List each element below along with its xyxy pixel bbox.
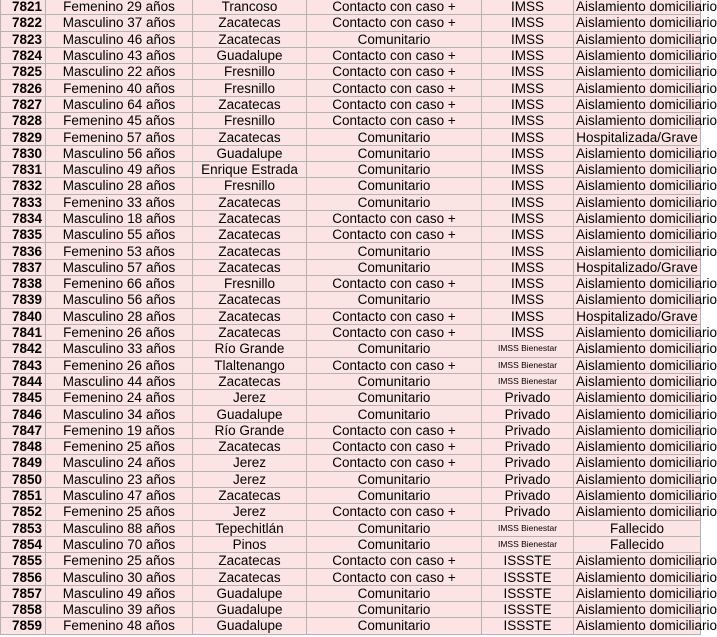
- transmission-cell: Comunitario: [307, 520, 482, 536]
- transmission-cell: Comunitario: [307, 373, 482, 389]
- institution-cell: IMSS: [482, 259, 574, 275]
- institution-cell: IMSS Bienestar: [482, 520, 574, 536]
- status-cell: Hospitalizado/Grave: [574, 308, 701, 324]
- transmission-cell: Comunitario: [307, 161, 482, 177]
- institution-cell: IMSS: [482, 324, 574, 340]
- transmission-cell: Comunitario: [307, 390, 482, 406]
- case-number-cell: 7852: [1, 504, 46, 520]
- municipality-cell: Zacatecas: [193, 194, 307, 210]
- municipality-cell: Fresnillo: [193, 178, 307, 194]
- institution-cell: IMSS: [482, 64, 574, 80]
- transmission-cell: Comunitario: [307, 471, 482, 487]
- case-number-cell: 7841: [1, 324, 46, 340]
- table-row: [1, 47, 701, 63]
- transmission-cell: Contacto con caso +: [307, 569, 482, 585]
- case-number-cell: 7859: [1, 618, 46, 634]
- table-row: [1, 243, 701, 259]
- case-number-cell: 7822: [1, 15, 46, 31]
- table-row: [1, 373, 701, 389]
- transmission-cell: Contacto con caso +: [307, 210, 482, 226]
- transmission-cell: Comunitario: [307, 243, 482, 259]
- institution-cell: IMSS: [482, 210, 574, 226]
- table-row: [1, 455, 701, 471]
- sex-age-cell: Masculino 37 años: [46, 15, 193, 31]
- institution-cell: ISSSTE: [482, 601, 574, 617]
- case-number-cell: 7850: [1, 471, 46, 487]
- status-cell: Aislamiento domiciliario: [574, 47, 701, 63]
- status-cell: Aislamiento domiciliario: [574, 341, 701, 357]
- transmission-cell: Contacto con caso +: [307, 504, 482, 520]
- transmission-cell: Contacto con caso +: [307, 0, 482, 15]
- status-cell: Aislamiento domiciliario: [574, 455, 701, 471]
- table-row: [1, 64, 701, 80]
- transmission-cell: Comunitario: [307, 292, 482, 308]
- case-number-cell: 7831: [1, 161, 46, 177]
- institution-cell: IMSS: [482, 15, 574, 31]
- sex-age-cell: Femenino 29 años: [46, 0, 193, 15]
- sex-age-cell: Masculino 88 años: [46, 520, 193, 536]
- transmission-cell: Contacto con caso +: [307, 47, 482, 63]
- table-row: [1, 601, 701, 617]
- status-cell: Aislamiento domiciliario: [574, 406, 701, 422]
- case-number-cell: 7833: [1, 194, 46, 210]
- case-number-cell: 7849: [1, 455, 46, 471]
- transmission-cell: Contacto con caso +: [307, 422, 482, 438]
- sex-age-cell: Masculino 70 años: [46, 536, 193, 552]
- status-cell: Aislamiento domiciliario: [574, 243, 701, 259]
- municipality-cell: Fresnillo: [193, 80, 307, 96]
- municipality-cell: Fresnillo: [193, 113, 307, 129]
- institution-cell: IMSS: [482, 129, 574, 145]
- case-number-cell: 7828: [1, 113, 46, 129]
- table-row: [1, 129, 701, 145]
- sex-age-cell: Masculino 56 años: [46, 145, 193, 161]
- sex-age-cell: Masculino 28 años: [46, 178, 193, 194]
- transmission-cell: Contacto con caso +: [307, 324, 482, 340]
- status-cell: Aislamiento domiciliario: [574, 601, 701, 617]
- sex-age-cell: Masculino 18 años: [46, 210, 193, 226]
- municipality-cell: Enrique Estrada: [193, 161, 307, 177]
- sex-age-cell: Masculino 28 años: [46, 308, 193, 324]
- municipality-cell: Trancoso: [193, 0, 307, 15]
- sex-age-cell: Masculino 57 años: [46, 259, 193, 275]
- status-cell: Aislamiento domiciliario: [574, 585, 701, 601]
- case-number-cell: 7823: [1, 31, 46, 47]
- sex-age-cell: Femenino 48 años: [46, 618, 193, 634]
- case-number-cell: 7857: [1, 585, 46, 601]
- table-row: [1, 259, 701, 275]
- municipality-cell: Guadalupe: [193, 601, 307, 617]
- municipality-cell: Guadalupe: [193, 406, 307, 422]
- institution-cell: IMSS: [482, 194, 574, 210]
- case-number-cell: 7830: [1, 145, 46, 161]
- case-number-cell: 7845: [1, 390, 46, 406]
- sex-age-cell: Masculino 56 años: [46, 292, 193, 308]
- case-number-cell: 7843: [1, 357, 46, 373]
- table-row: [1, 308, 701, 324]
- transmission-cell: Comunitario: [307, 341, 482, 357]
- transmission-cell: Comunitario: [307, 585, 482, 601]
- institution-cell: Privado: [482, 471, 574, 487]
- status-cell: Hospitalizado/Grave: [574, 259, 701, 275]
- case-number-cell: 7848: [1, 439, 46, 455]
- institution-cell: Privado: [482, 406, 574, 422]
- status-cell: Fallecido: [574, 520, 701, 536]
- institution-cell: IMSS: [482, 31, 574, 47]
- institution-cell: ISSSTE: [482, 569, 574, 585]
- transmission-cell: Contacto con caso +: [307, 96, 482, 112]
- institution-cell: Privado: [482, 439, 574, 455]
- status-cell: Aislamiento domiciliario: [574, 80, 701, 96]
- case-number-cell: 7827: [1, 96, 46, 112]
- status-cell: Aislamiento domiciliario: [574, 145, 701, 161]
- municipality-cell: Tepechitlán: [193, 520, 307, 536]
- sex-age-cell: Masculino 24 años: [46, 455, 193, 471]
- table-row: [1, 471, 701, 487]
- municipality-cell: Zacatecas: [193, 487, 307, 503]
- institution-cell: IMSS Bienestar: [482, 373, 574, 389]
- case-number-cell: 7836: [1, 243, 46, 259]
- institution-cell: ISSSTE: [482, 618, 574, 634]
- sex-age-cell: Femenino 45 años: [46, 113, 193, 129]
- table-row: [1, 324, 701, 340]
- transmission-cell: Contacto con caso +: [307, 553, 482, 569]
- table-row: [1, 178, 701, 194]
- municipality-cell: Guadalupe: [193, 585, 307, 601]
- status-cell: Aislamiento domiciliario: [574, 324, 701, 340]
- case-number-cell: 7829: [1, 129, 46, 145]
- table-row: [1, 227, 701, 243]
- case-number-cell: 7846: [1, 406, 46, 422]
- transmission-cell: Comunitario: [307, 178, 482, 194]
- status-cell: Aislamiento domiciliario: [574, 178, 701, 194]
- case-number-cell: 7842: [1, 341, 46, 357]
- institution-cell: IMSS: [482, 308, 574, 324]
- table-row: [1, 210, 701, 226]
- table-row: [1, 276, 701, 292]
- status-cell: Aislamiento domiciliario: [574, 439, 701, 455]
- municipality-cell: Guadalupe: [193, 618, 307, 634]
- case-number-cell: 7821: [1, 0, 46, 15]
- status-cell: Aislamiento domiciliario: [574, 31, 701, 47]
- transmission-cell: Contacto con caso +: [307, 15, 482, 31]
- sex-age-cell: Masculino 23 años: [46, 471, 193, 487]
- sex-age-cell: Masculino 43 años: [46, 47, 193, 63]
- municipality-cell: Jerez: [193, 471, 307, 487]
- transmission-cell: Comunitario: [307, 601, 482, 617]
- case-number-cell: 7844: [1, 373, 46, 389]
- municipality-cell: Pinos: [193, 536, 307, 552]
- table-row: [1, 422, 701, 438]
- municipality-cell: Zacatecas: [193, 259, 307, 275]
- institution-cell: Privado: [482, 422, 574, 438]
- status-cell: Aislamiento domiciliario: [574, 357, 701, 373]
- table-row: [1, 357, 701, 373]
- case-number-cell: 7832: [1, 178, 46, 194]
- municipality-cell: Zacatecas: [193, 324, 307, 340]
- sex-age-cell: Femenino 66 años: [46, 276, 193, 292]
- municipality-cell: Jerez: [193, 455, 307, 471]
- municipality-cell: Zacatecas: [193, 553, 307, 569]
- status-cell: Hospitalizada/Grave: [574, 129, 701, 145]
- institution-cell: IMSS: [482, 96, 574, 112]
- table-row: [1, 113, 701, 129]
- table-row: [1, 341, 701, 357]
- municipality-cell: Jerez: [193, 390, 307, 406]
- institution-cell: IMSS: [482, 227, 574, 243]
- institution-cell: ISSSTE: [482, 585, 574, 601]
- case-number-cell: 7826: [1, 80, 46, 96]
- institution-cell: IMSS: [482, 0, 574, 15]
- status-cell: Aislamiento domiciliario: [574, 487, 701, 503]
- sex-age-cell: Femenino 53 años: [46, 243, 193, 259]
- transmission-cell: Comunitario: [307, 145, 482, 161]
- case-number-cell: 7851: [1, 487, 46, 503]
- status-cell: Aislamiento domiciliario: [574, 113, 701, 129]
- sex-age-cell: Masculino 22 años: [46, 64, 193, 80]
- municipality-cell: Zacatecas: [193, 96, 307, 112]
- municipality-cell: Zacatecas: [193, 129, 307, 145]
- status-cell: Aislamiento domiciliario: [574, 618, 701, 634]
- status-cell: Aislamiento domiciliario: [574, 553, 701, 569]
- municipality-cell: Zacatecas: [193, 308, 307, 324]
- institution-cell: IMSS: [482, 80, 574, 96]
- table-row: [1, 439, 701, 455]
- institution-cell: IMSS Bienestar: [482, 341, 574, 357]
- institution-cell: IMSS: [482, 276, 574, 292]
- sex-age-cell: Masculino 64 años: [46, 96, 193, 112]
- case-number-cell: 7855: [1, 553, 46, 569]
- case-number-cell: 7854: [1, 536, 46, 552]
- table-row: [1, 520, 701, 536]
- table-row: [1, 0, 701, 15]
- municipality-cell: Zacatecas: [193, 569, 307, 585]
- transmission-cell: Comunitario: [307, 259, 482, 275]
- table-row: [1, 80, 701, 96]
- table-row: [1, 536, 701, 552]
- sex-age-cell: Masculino 46 años: [46, 31, 193, 47]
- status-cell: Aislamiento domiciliario: [574, 292, 701, 308]
- status-cell: Aislamiento domiciliario: [574, 0, 701, 15]
- sex-age-cell: Femenino 19 años: [46, 422, 193, 438]
- sex-age-cell: Femenino 24 años: [46, 390, 193, 406]
- institution-cell: IMSS: [482, 113, 574, 129]
- status-cell: Aislamiento domiciliario: [574, 227, 701, 243]
- case-number-cell: 7825: [1, 64, 46, 80]
- transmission-cell: Contacto con caso +: [307, 357, 482, 373]
- transmission-cell: Comunitario: [307, 406, 482, 422]
- municipality-cell: Fresnillo: [193, 64, 307, 80]
- institution-cell: ISSSTE: [482, 553, 574, 569]
- table-row: [1, 406, 701, 422]
- transmission-cell: Contacto con caso +: [307, 113, 482, 129]
- municipality-cell: Zacatecas: [193, 243, 307, 259]
- institution-cell: Privado: [482, 504, 574, 520]
- transmission-cell: Contacto con caso +: [307, 308, 482, 324]
- status-cell: Aislamiento domiciliario: [574, 64, 701, 80]
- institution-cell: Privado: [482, 390, 574, 406]
- institution-cell: Privado: [482, 455, 574, 471]
- case-number-cell: 7834: [1, 210, 46, 226]
- table-row: [1, 553, 701, 569]
- case-number-cell: 7840: [1, 308, 46, 324]
- status-cell: Aislamiento domiciliario: [574, 390, 701, 406]
- municipality-cell: Zacatecas: [193, 210, 307, 226]
- institution-cell: IMSS: [482, 145, 574, 161]
- table-row: [1, 96, 701, 112]
- sex-age-cell: Masculino 49 años: [46, 585, 193, 601]
- status-cell: Aislamiento domiciliario: [574, 373, 701, 389]
- institution-cell: IMSS: [482, 161, 574, 177]
- status-cell: Aislamiento domiciliario: [574, 569, 701, 585]
- municipality-cell: Zacatecas: [193, 373, 307, 389]
- status-cell: Aislamiento domiciliario: [574, 276, 701, 292]
- table-row: [1, 161, 701, 177]
- case-number-cell: 7856: [1, 569, 46, 585]
- institution-cell: IMSS: [482, 178, 574, 194]
- status-cell: Aislamiento domiciliario: [574, 96, 701, 112]
- case-number-cell: 7835: [1, 227, 46, 243]
- institution-cell: IMSS Bienestar: [482, 536, 574, 552]
- table-row: [1, 585, 701, 601]
- sex-age-cell: Masculino 33 años: [46, 341, 193, 357]
- transmission-cell: Comunitario: [307, 129, 482, 145]
- sex-age-cell: Masculino 55 años: [46, 227, 193, 243]
- sex-age-cell: Femenino 25 años: [46, 504, 193, 520]
- institution-cell: IMSS Bienestar: [482, 357, 574, 373]
- table-row: [1, 504, 701, 520]
- status-cell: Aislamiento domiciliario: [574, 471, 701, 487]
- case-number-cell: 7824: [1, 47, 46, 63]
- table-row: [1, 15, 701, 31]
- sex-age-cell: Femenino 57 años: [46, 129, 193, 145]
- table-row: [1, 487, 701, 503]
- sex-age-cell: Masculino 30 años: [46, 569, 193, 585]
- table-row: [1, 569, 701, 585]
- transmission-cell: Comunitario: [307, 536, 482, 552]
- municipality-cell: Zacatecas: [193, 15, 307, 31]
- municipality-cell: Tlaltenango: [193, 357, 307, 373]
- municipality-cell: Zacatecas: [193, 439, 307, 455]
- sex-age-cell: Femenino 26 años: [46, 357, 193, 373]
- case-number-cell: 7858: [1, 601, 46, 617]
- sex-age-cell: Femenino 40 años: [46, 80, 193, 96]
- sex-age-cell: Masculino 39 años: [46, 601, 193, 617]
- cases-table-body: [1, 0, 717, 634]
- transmission-cell: Contacto con caso +: [307, 227, 482, 243]
- transmission-cell: Comunitario: [307, 194, 482, 210]
- case-number-cell: 7853: [1, 520, 46, 536]
- sex-age-cell: Masculino 44 años: [46, 373, 193, 389]
- case-number-cell: 7839: [1, 292, 46, 308]
- table-row: [1, 31, 701, 47]
- sex-age-cell: Femenino 26 años: [46, 324, 193, 340]
- institution-cell: Privado: [482, 487, 574, 503]
- municipality-cell: Zacatecas: [193, 292, 307, 308]
- institution-cell: IMSS: [482, 292, 574, 308]
- status-cell: Fallecido: [574, 536, 701, 552]
- sex-age-cell: Masculino 49 años: [46, 161, 193, 177]
- status-cell: Aislamiento domiciliario: [574, 15, 701, 31]
- sex-age-cell: Femenino 33 años: [46, 194, 193, 210]
- status-cell: Aislamiento domiciliario: [574, 210, 701, 226]
- municipality-cell: Río Grande: [193, 422, 307, 438]
- table-row: [1, 618, 701, 634]
- table-row: [1, 292, 701, 308]
- status-cell: Aislamiento domiciliario: [574, 161, 701, 177]
- transmission-cell: Comunitario: [307, 487, 482, 503]
- transmission-cell: Contacto con caso +: [307, 80, 482, 96]
- sex-age-cell: Masculino 34 años: [46, 406, 193, 422]
- case-number-cell: 7838: [1, 276, 46, 292]
- table-row: [1, 390, 701, 406]
- transmission-cell: Contacto con caso +: [307, 64, 482, 80]
- municipality-cell: Fresnillo: [193, 276, 307, 292]
- status-cell: Aislamiento domiciliario: [574, 504, 701, 520]
- municipality-cell: Jerez: [193, 504, 307, 520]
- case-number-cell: 7847: [1, 422, 46, 438]
- municipality-cell: Zacatecas: [193, 31, 307, 47]
- transmission-cell: Comunitario: [307, 31, 482, 47]
- transmission-cell: Contacto con caso +: [307, 439, 482, 455]
- municipality-cell: Guadalupe: [193, 47, 307, 63]
- municipality-cell: Zacatecas: [193, 227, 307, 243]
- status-cell: Aislamiento domiciliario: [574, 422, 701, 438]
- municipality-cell: Guadalupe: [193, 145, 307, 161]
- transmission-cell: Contacto con caso +: [307, 276, 482, 292]
- institution-cell: IMSS: [482, 47, 574, 63]
- table-row: [1, 145, 701, 161]
- table-row: [1, 194, 701, 210]
- sex-age-cell: Femenino 25 años: [46, 439, 193, 455]
- transmission-cell: Comunitario: [307, 618, 482, 634]
- status-cell: Aislamiento domiciliario: [574, 194, 701, 210]
- sex-age-cell: Femenino 25 años: [46, 553, 193, 569]
- case-number-cell: 7837: [1, 259, 46, 275]
- sex-age-cell: Masculino 47 años: [46, 487, 193, 503]
- institution-cell: IMSS: [482, 243, 574, 259]
- municipality-cell: Río Grande: [193, 341, 307, 357]
- transmission-cell: Contacto con caso +: [307, 455, 482, 471]
